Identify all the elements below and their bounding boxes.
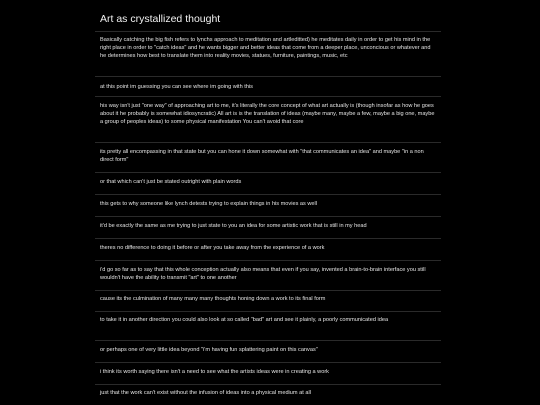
paragraph: this gets to why someone like lynch detests trying to explain things in his movies as well — [100, 201, 318, 207]
paragraph: i think its worth saying there isn't a need to see what the artists ideas were in creating a work — [100, 369, 329, 375]
paragraph: or that which can't just be stated outright with plain words — [100, 179, 242, 185]
divider — [95, 194, 441, 195]
document-title: Art as crystallized thought — [100, 13, 221, 25]
paragraph: Basically catching the big fish refers to lynchs approach to meditation and artleditted) he meditates daily in order to get his mind in the right place in order to "catch ideas" and he wants bigger and better ideas that come from a deeper place, unconcious or whatever and he determines how best to translate them into reality movies, statues, furniture, paintings, music, etc — [100, 37, 431, 59]
paragraph: theres no difference to doing it before or after you take away from the experience of a work — [100, 245, 325, 251]
divider — [95, 260, 441, 261]
divider — [95, 384, 441, 385]
divider — [95, 216, 441, 217]
paragraph: his way isn't just "one way" of approaching art to me, it's literally the core concept of what art actually is (though insofar as how he goes about it he probably is somewhat idiosyncratic) All art is is the translation of ideas (maybe many, maybe a few, maybe a big one, maybe a group of peoples ideas) to some physical manifestation You can't avoid that core — [100, 103, 435, 125]
paragraph: or perhaps one of very little idea beyond "i'm having fun splattering paint on this canvas" — [100, 347, 318, 353]
divider — [95, 340, 441, 341]
divider — [95, 362, 441, 363]
paragraph: just that the work can't exist without the infusion of ideas into a physical medium at all — [100, 390, 311, 396]
paragraph: it'd be exactly the same as me trying to just state to you an idea for some artistic work that is still in my head — [100, 223, 367, 229]
paragraph: its pretty all encompassing in that state but you can hone it down somewhat with "that communicates an idea" and maybe "in a non direct form" — [100, 149, 424, 163]
divider — [95, 31, 441, 32]
divider — [95, 76, 441, 77]
divider — [95, 172, 441, 173]
divider — [95, 96, 441, 97]
paragraph: to take it in another direction you could also look at so called "bad" art and see it plainly, a poorly communicated idea — [100, 317, 389, 323]
divider — [95, 290, 441, 291]
divider — [95, 142, 441, 143]
divider — [95, 311, 441, 312]
paragraph: i'd go so far as to say that this whole conception actually also means that even if you say, invented a brain-to-brain interface you still wouldn't have the ability to transmit "art" to one another — [100, 267, 426, 281]
paragraph: at this point im guessing you can see where im going with this — [100, 84, 253, 90]
divider — [95, 238, 441, 239]
paragraph: cause its the culmination of many many many thoughts honing down a work to its final form — [100, 296, 326, 302]
